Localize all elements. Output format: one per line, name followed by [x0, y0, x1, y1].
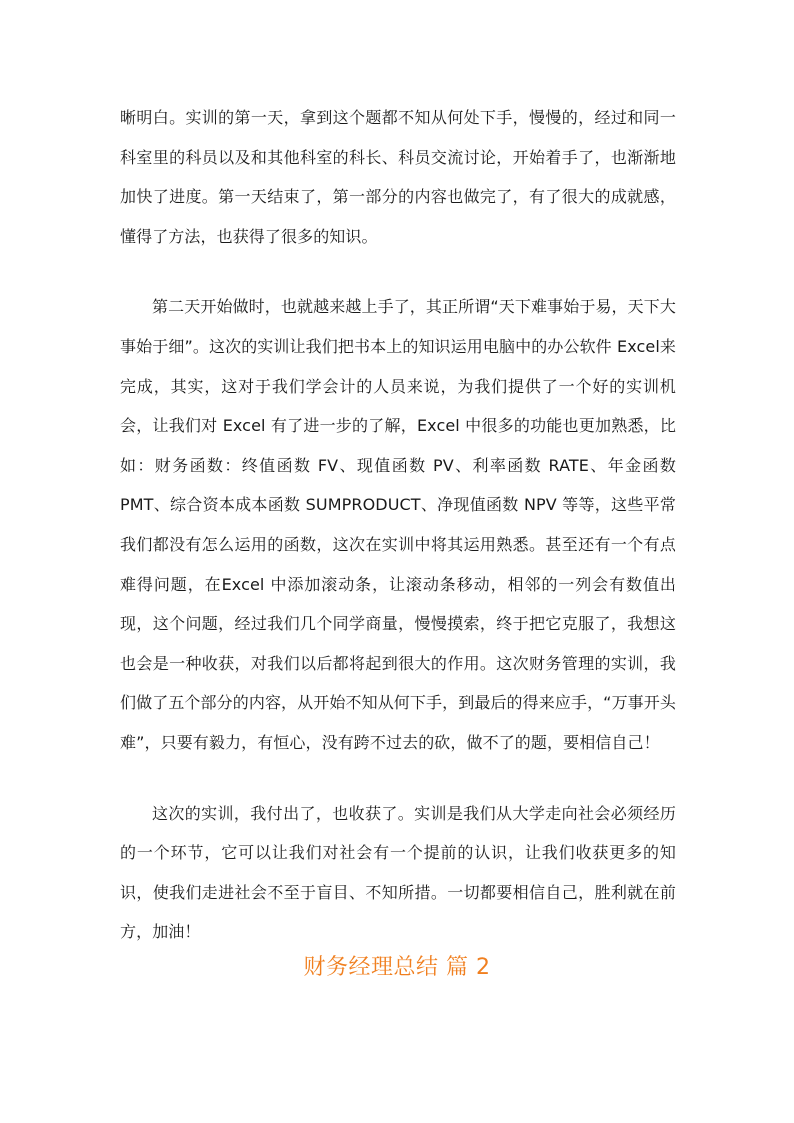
- section-heading: 财务经理总结 篇 2: [303, 955, 491, 980]
- paragraph-spacer: [120, 763, 676, 794]
- document-body: [120, 98, 676, 952]
- paragraph-1: 晰明白。实训的第一天，拿到这个题都不知从何处下手，慢慢的，经过和同一科室里的科员以及和其他科室的科长、科员交流讨论，开始着手了，也渐渐地加快了进度。第一天结束了，第一部分的内容也做完了，有了很大的成就感，懂得了方法，也获得了很多的知识。: [120, 108, 676, 246]
- paragraph-spacer: [120, 256, 676, 287]
- paragraph-3: 这次的实训，我付出了，也收获了。实训是我们从大学走向社会必须经历的一个环节，它可以让我们对社会有一个提前的认识，让我们收获更多的知识，使我们走进社会不至于盲目、不知所措。一切都要相信自己，胜利就在前方，加油！: [120, 803, 676, 942]
- paragraph-2: 第二天开始做时，也就越来越上手了，其正所谓“天下难事始于易，天下大事始于细”。这次的实训让我们把书本上的知识运用电脑中的办公软件 Excel来完成，其实，这对于我们学会计的人员来说，为我们提供了一个好的实训机会，让我们对 Excel 有了进一步的了解，Excel 中很多的功能也更加熟悉，比如：财务函数：终值函数 FV、现值函数 PV、利率函数 RATE、年金函数 PMT、综合资本成本函数 SUMPRODUCT、净现值函数 NPV 等等，这些平常我们都没有怎么运用的函数，这次在实训中将其运用熟悉。甚至还有一个有点难得问题，在Excel 中添加滚动条，让滚动条移动，相邻的一列会有数值出现，这个问题，经过我们几个同学商量，慢慢摸索，终于把它克服了，我想这也会是一种收获，对我们以后都将起到很大的作用。这次财务管理的实训，我们做了五个部分的内容，从开始不知从何下手，到最后的得来应手，“万事开头难”，只要有毅力，有恒心，没有跨不过去的砍，做不了的题，要相信自己！: [120, 297, 676, 752]
